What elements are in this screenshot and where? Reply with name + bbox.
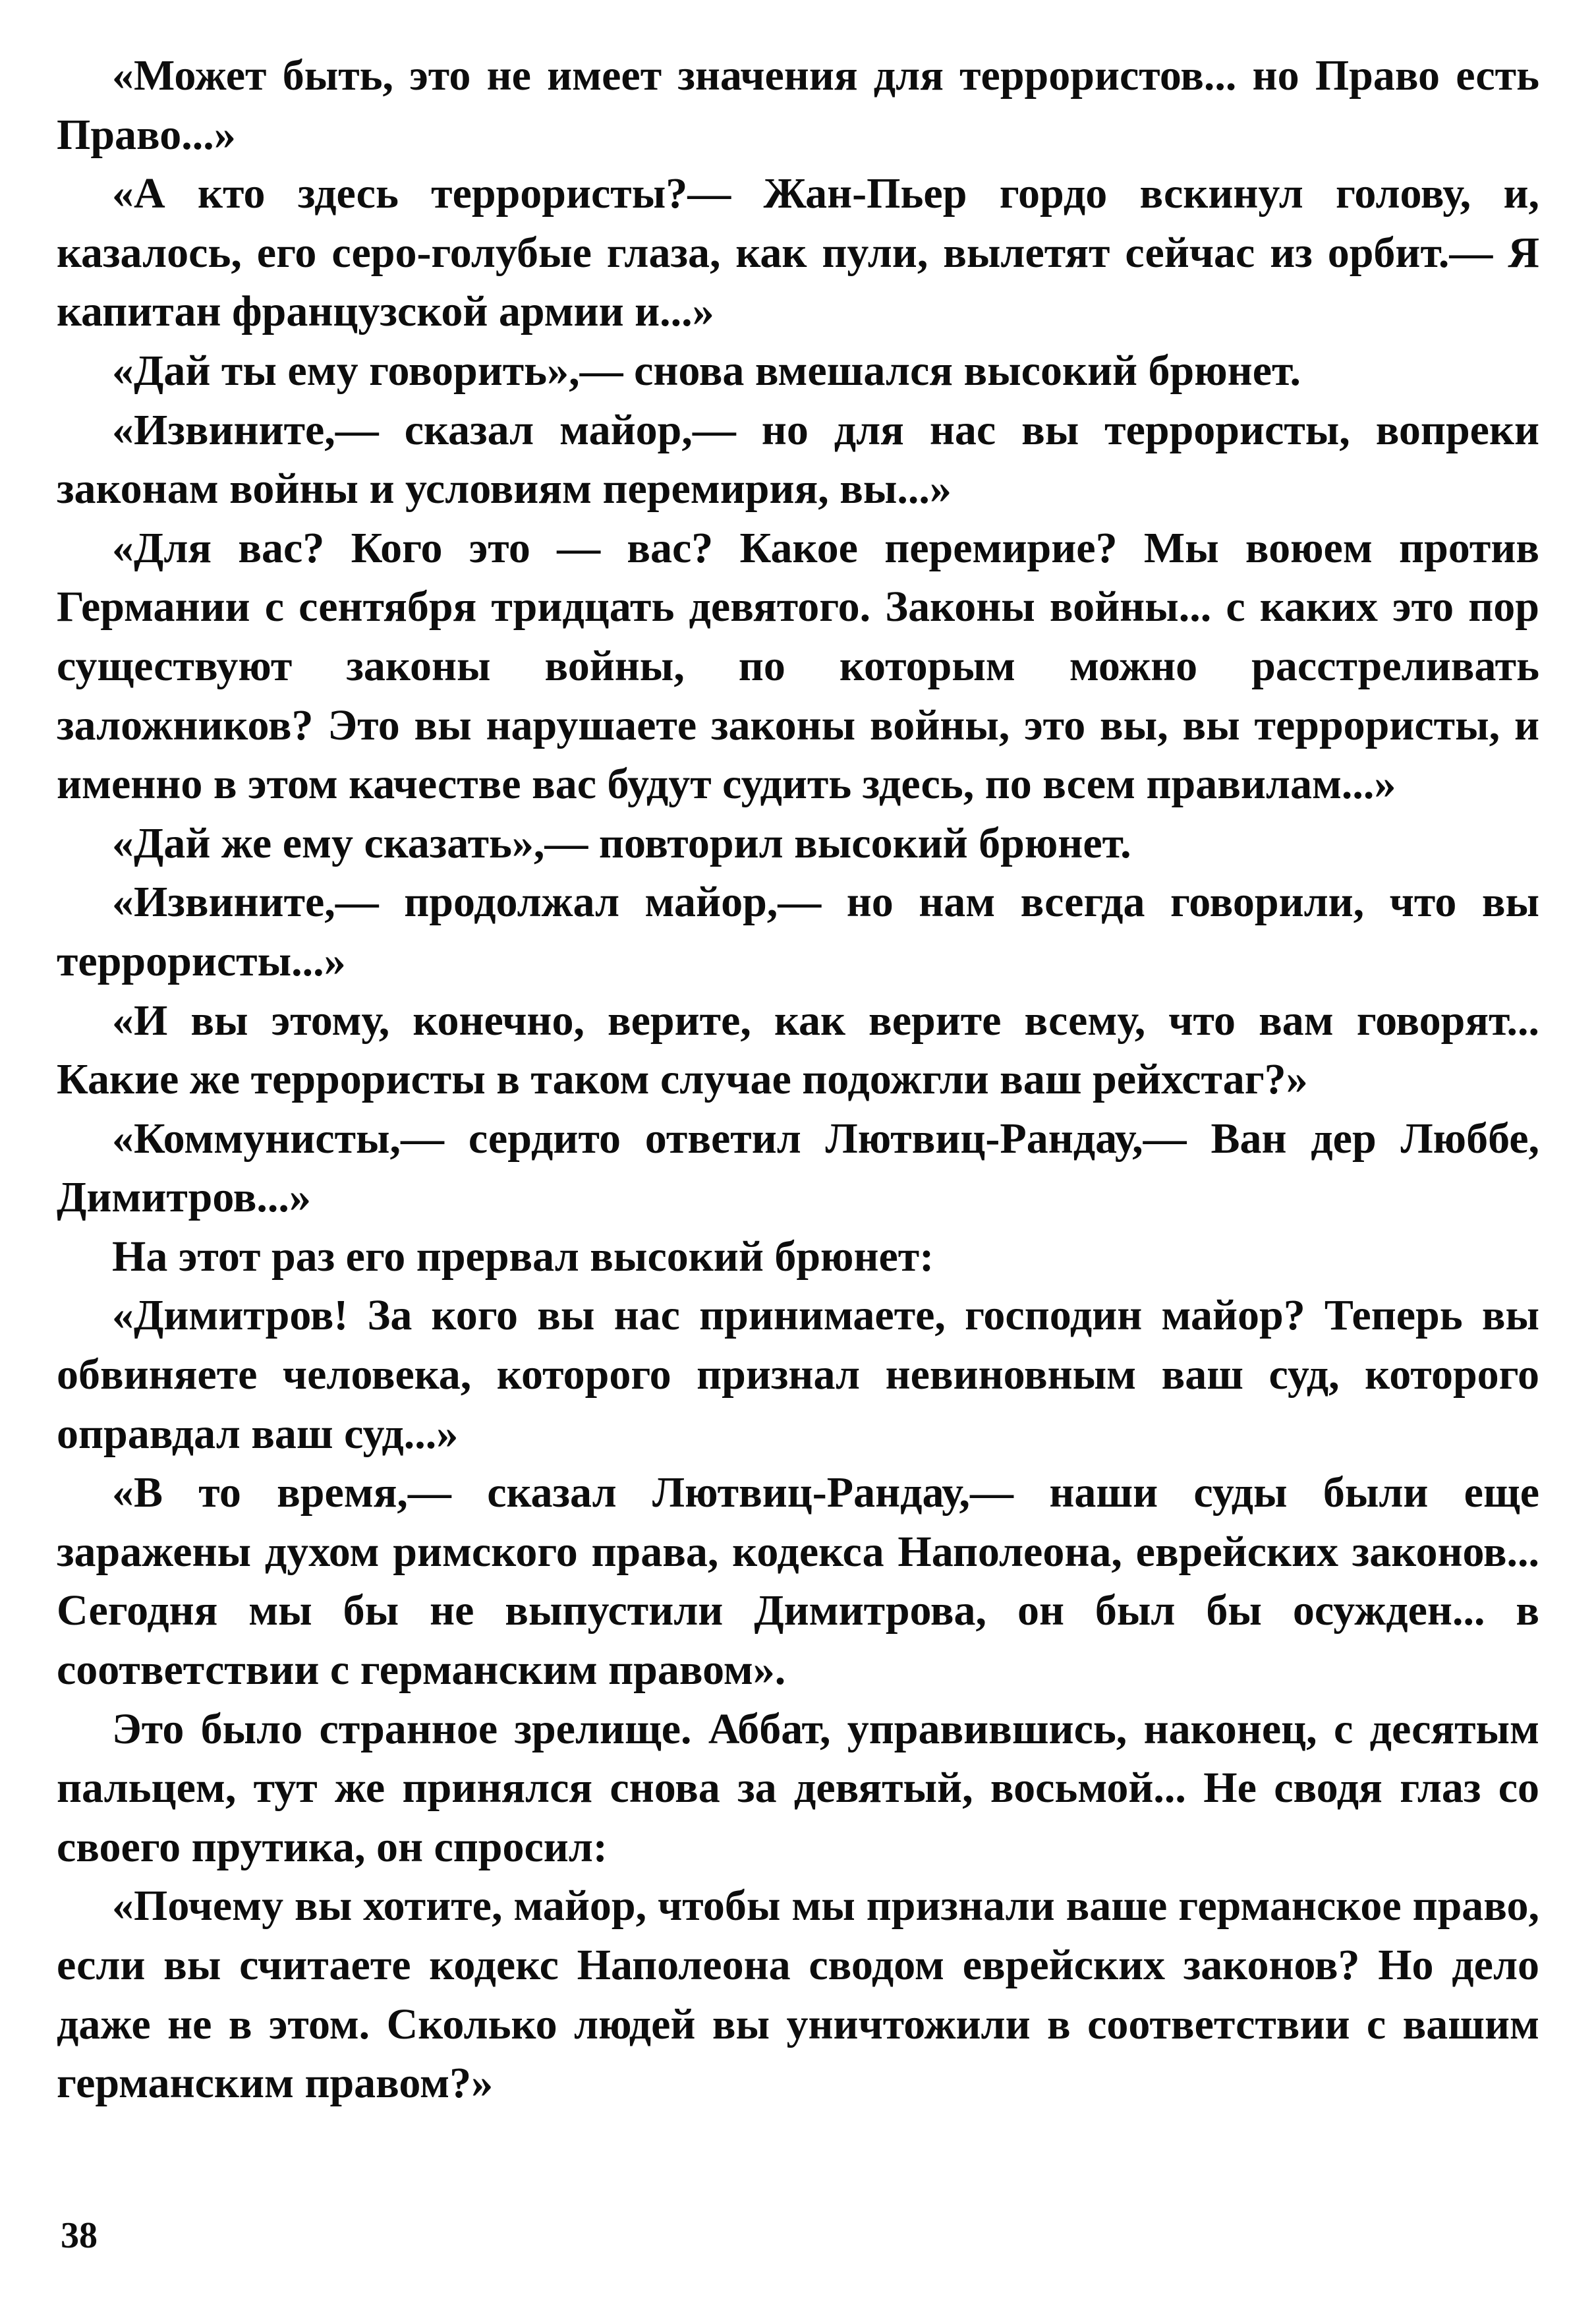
page-number: 38 — [61, 2215, 98, 2256]
paragraph: «Коммунисты,— сердито ответил Лютвиц-Рандау,— Ван дер Люббе, Димитров...» — [57, 1114, 1539, 1222]
paragraph: «Дай ты ему говорить»,— снова вмешался высокий брюнет. — [112, 346, 1301, 395]
paragraph: «Извините,— продолжал майор,— но нам всегда говорили, что вы террористы...» — [57, 878, 1539, 985]
paragraph: «Димитров! За кого вы нас принимаете, господин майор? Теперь вы обвиняете человека, которого признал невиновным ваш суд, которого оправдал ваш суд...» — [57, 1291, 1539, 1458]
paragraph: «В то время,— сказал Лютвиц-Рандау,— наши суды были еще заражены духом римского права, кодекса Наполеона, еврейских законов... Сегодня мы бы не выпустили Димитрова, он был бы осужден... в соответствии с германским правом». — [57, 1468, 1539, 1694]
paragraph: «Извините,— сказал майор,— но для нас вы террористы, вопреки законам войны и условиям перемирия, вы...» — [57, 405, 1539, 513]
paragraph: «Дай же ему сказать»,— повторил высокий брюнет. — [112, 819, 1131, 867]
paragraph: Это было странное зрелище. Аббат, управившись, наконец, с десятым пальцем, тут же принялся снова за девятый, восьмой... Не сводя глаз со своего прутика, он спросил: — [57, 1704, 1539, 1871]
paragraph: «А кто здесь террористы?— Жан-Пьер гордо вскинул голову, и, казалось, его серо-голубые глаза, как пули, вылетят сейчас из орбит.— Я капитан французской армии и...» — [57, 169, 1539, 336]
page-text — [57, 46, 1539, 2113]
paragraph: «Для вас? Кого это — вас? Какое перемирие? Мы воюем против Германии с сентября тридцать девятого. Законы войны... с каких это пор существуют законы войны, по которым можно расстреливать заложников? Это вы нарушаете законы войны, это вы, вы террористы, и именно в этом качестве вас будут судить здесь, по всем правилам...» — [57, 523, 1539, 809]
paragraph: «Может быть, это не имеет значения для террористов... но Право есть Право...» — [57, 51, 1539, 159]
paragraph: «И вы этому, конечно, верите, как верите всему, что вам говорят... Какие же террористы в таком случае подожгли ваш рейхстаг?» — [57, 996, 1539, 1104]
paragraph: На этот раз его прервал высокий брюнет: — [112, 1232, 934, 1281]
paragraph: «Почему вы хотите, майор, чтобы мы признали ваше германское право, если вы считаете кодекс Наполеона сводом еврейских законов? Но дело даже не в этом. Сколько людей вы уничтожили в соответствии с вашим германским правом?» — [57, 1882, 1539, 2108]
